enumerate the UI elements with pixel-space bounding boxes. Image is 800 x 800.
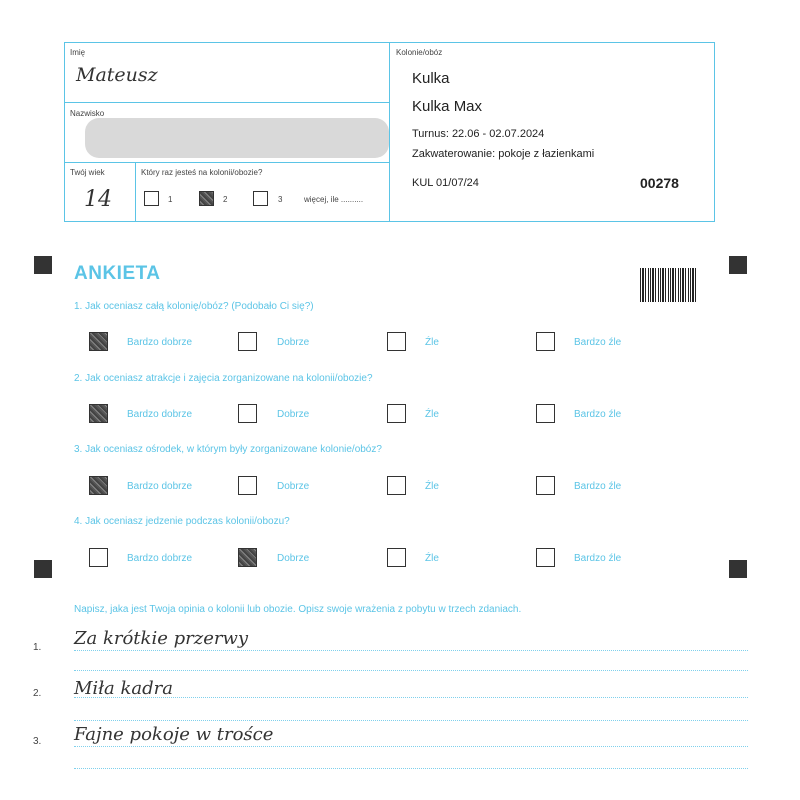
answer-line — [74, 768, 748, 769]
divider — [135, 162, 136, 222]
question-1: 1. Jak oceniasz całą kolonię/obóz? (Podobało Ci się?) — [74, 301, 314, 312]
option-label: Dobrze — [277, 409, 310, 420]
registration-mark — [729, 256, 747, 274]
times-option-label: 1 — [168, 195, 173, 204]
last-name-label: Nazwisko — [70, 109, 105, 118]
camp-code: KUL 01/07/24 — [412, 177, 479, 189]
option-label: Dobrze — [277, 337, 310, 348]
q2-option-zle[interactable] — [387, 404, 406, 423]
q1-option-bardzo-zle[interactable] — [536, 332, 555, 351]
q3-option-zle[interactable] — [387, 476, 406, 495]
barcode — [640, 268, 698, 302]
q4-option-bardzo-zle[interactable] — [536, 548, 555, 567]
option-label: Dobrze — [277, 553, 310, 564]
divider — [64, 102, 389, 103]
question-3: 3. Jak oceniasz ośrodek, w którym były zorganizowane kolonie/obóz? — [74, 444, 382, 455]
age-label: Twój wiek — [70, 168, 105, 177]
times-checkbox-2[interactable] — [199, 191, 214, 206]
answer-line — [74, 670, 748, 671]
option-label: Bardzo dobrze — [127, 337, 193, 348]
option-label: Bardzo źle — [574, 409, 622, 420]
answer-line — [74, 720, 748, 721]
survey-title: ANKIETA — [74, 263, 161, 284]
times-checkbox-1[interactable] — [144, 191, 159, 206]
answer-1[interactable]: Za krótkie przerwy — [74, 628, 249, 649]
answer-2[interactable]: Miła kadra — [74, 678, 173, 699]
answer-line — [74, 746, 748, 747]
last-name-field[interactable] — [85, 118, 389, 158]
option-label: Źle — [425, 337, 439, 348]
registration-mark — [34, 560, 52, 578]
option-label: Źle — [425, 481, 439, 492]
answer-line — [74, 650, 748, 651]
option-label: Bardzo źle — [574, 337, 622, 348]
option-label: Źle — [425, 553, 439, 564]
times-option-label: 2 — [223, 195, 228, 204]
q2-option-bardzo-zle[interactable] — [536, 404, 555, 423]
option-label: Bardzo dobrze — [127, 553, 193, 564]
times-label: Który raz jesteś na kolonii/obozie? — [141, 168, 263, 177]
camp-subname: Kulka Max — [412, 98, 483, 115]
option-label: Bardzo dobrze — [127, 481, 193, 492]
q2-option-bardzo-dobrze[interactable] — [89, 404, 108, 423]
answer-number: 3. — [33, 736, 42, 747]
question-4: 4. Jak oceniasz jedzenie podczas kolonii/obozu? — [74, 516, 290, 527]
option-label: Dobrze — [277, 481, 310, 492]
registration-mark — [34, 256, 52, 274]
answer-line — [74, 697, 748, 698]
q2-option-dobrze[interactable] — [238, 404, 257, 423]
option-label: Źle — [425, 409, 439, 420]
divider — [64, 162, 389, 163]
age-field[interactable]: 14 — [84, 187, 112, 212]
option-label: Bardzo źle — [574, 481, 622, 492]
answer-number: 2. — [33, 688, 42, 699]
q1-option-dobrze[interactable] — [238, 332, 257, 351]
turnus-dates: Turnus: 22.06 - 02.07.2024 — [412, 128, 545, 140]
q1-option-zle[interactable] — [387, 332, 406, 351]
answer-3[interactable]: Fajne pokoje w trośce — [74, 724, 274, 745]
option-label: Bardzo dobrze — [127, 409, 193, 420]
q4-option-dobrze[interactable] — [238, 548, 257, 567]
option-label: Bardzo źle — [574, 553, 622, 564]
q3-option-bardzo-zle[interactable] — [536, 476, 555, 495]
times-option-label: 3 — [278, 195, 283, 204]
divider — [389, 42, 390, 222]
first-name-label: Imię — [70, 48, 86, 57]
camp-label: Kolonie/obóz — [396, 48, 443, 57]
opinion-prompt: Napisz, jaka jest Twoja opinia o kolonii lub obozie. Opisz swoje wrażenia z pobytu w trzech zdaniach. — [74, 604, 522, 615]
q4-option-zle[interactable] — [387, 548, 406, 567]
q4-option-bardzo-dobrze[interactable] — [89, 548, 108, 567]
q1-option-bardzo-dobrze[interactable] — [89, 332, 108, 351]
registration-mark — [729, 560, 747, 578]
question-2: 2. Jak oceniasz atrakcje i zajęcia zorganizowane na kolonii/obozie? — [74, 373, 373, 384]
times-checkbox-3[interactable] — [253, 191, 268, 206]
form-number: 00278 — [640, 175, 679, 191]
answer-number: 1. — [33, 642, 42, 653]
camp-name: Kulka — [412, 70, 450, 87]
accommodation: Zakwaterowanie: pokoje z łazienkami — [412, 148, 595, 160]
q3-option-dobrze[interactable] — [238, 476, 257, 495]
times-more-label: więcej, ile .......... — [304, 195, 364, 204]
q3-option-bardzo-dobrze[interactable] — [89, 476, 108, 495]
first-name-field[interactable]: Mateusz — [76, 64, 158, 86]
